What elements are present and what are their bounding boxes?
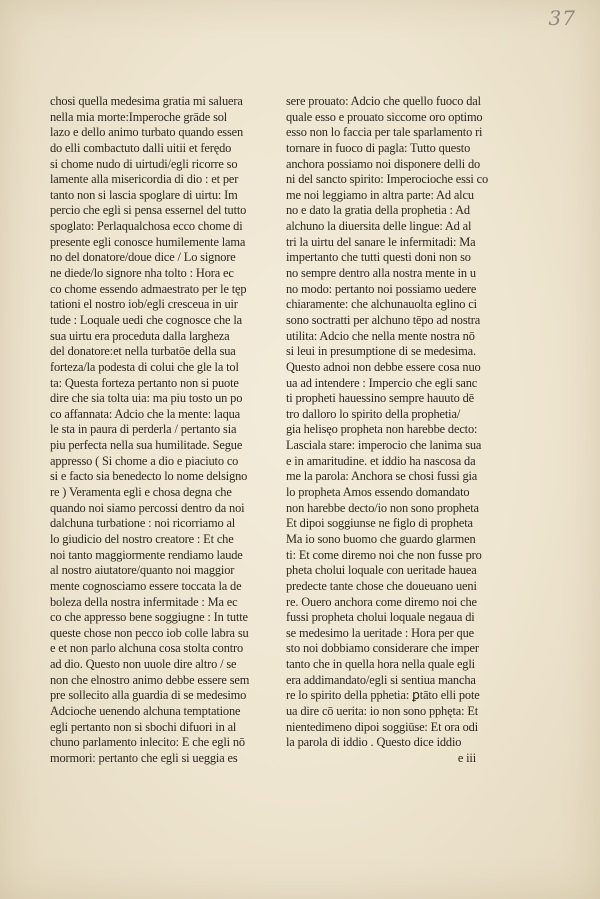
text-line: no modo: pertanto noi possiamo uedere <box>286 281 477 296</box>
text-line: do elli combactuto dalli uitii et ferędo <box>50 140 232 155</box>
text-line: lamente alla misericordia di dio : et per <box>50 172 239 187</box>
text-line: lazo e dello animo turbato quando essen <box>50 125 244 140</box>
text-line: lo propheta Amos essendo domandato <box>286 485 470 500</box>
text-line: del donatore:et nella turbatōe della sua <box>50 344 236 359</box>
right-column <box>286 94 512 767</box>
text-line: e in amaritudine. et iddio ha nascosa da <box>286 453 476 468</box>
text-line: quale esso e prouato siccome oro optimo <box>286 109 483 124</box>
text-line: boleza della nostra infermitade : Ma ec <box>50 594 238 609</box>
text-line: si e facto sia benedecto lo nome delsigno <box>50 469 248 484</box>
text-line: chuno parlamento inlecito: E che egli nō <box>50 735 245 750</box>
text-line: percio che egli si pensa essernel del tutto <box>50 203 247 218</box>
text-line: tri la uirtu del sanare le infermitadi: Ma <box>286 234 476 249</box>
text-line: se medesimo la ueritade : Hora per que <box>286 625 475 640</box>
text-line: sono soctratti per alchuno tēpo ad nostra <box>286 312 481 327</box>
text-line: tationi el nostro iob/egli cresceua in uir <box>50 297 238 312</box>
text-line: no del donatore/doue dice / Lo signore <box>50 250 236 265</box>
text-line: co che appresso bene soggiugne : In tutte <box>50 610 248 625</box>
text-line: mormori: pertanto che egli si ueggia es <box>50 750 238 765</box>
text-line: forteza/la podesta di colui che gle la tol <box>50 359 239 374</box>
text-line: quando noi siamo percossi dentro da noi <box>50 500 245 515</box>
text-line: no sempre dentro alla nostra mente in u <box>286 266 476 281</box>
text-line: sere prouato: Adcio che quello fuoco dal <box>286 94 481 108</box>
text-line: fussi propheta cholui loquale negaua di <box>286 610 475 625</box>
text-line: chosi quella medesima gratia mi saluera <box>50 94 243 108</box>
text-line: Lasciala stare: imperocio che lanima sua <box>286 438 482 453</box>
text-line: sto noi dobbiamo considerare che imper <box>286 641 479 656</box>
text-line: tro dalloro lo spirito della prophetia/ <box>286 406 461 421</box>
text-line: non harebbe decto/io non sono propheta <box>286 500 479 515</box>
text-line: al nostro aiutatore/quanto noi maggior <box>50 563 235 578</box>
text-line: spoglato: Perlaqualchosa ecco chome di <box>50 219 243 234</box>
text-line: ua dire cō uerita: io non sono pphęta: Et <box>286 703 479 718</box>
text-line: appresso ( Si chome a dio e piaciuto co <box>50 453 239 468</box>
signature-mark: e iii <box>457 750 476 765</box>
text-line: la parola di iddio . Questo dice iddio <box>286 735 462 750</box>
text-line: pre sollecito alla guardia di se medesimo <box>50 688 247 703</box>
text-line: presente egli conosce humilemente lama <box>50 234 246 249</box>
text-line: lo giudicio del nostro creatore : Et che <box>50 531 234 546</box>
text-line: Et dipoi soggiunse ne figlo di propheta <box>286 516 473 531</box>
text-line: noi tanto maggiormente rendiamo laude <box>50 547 243 562</box>
text-line: non che elnostro animo debbe essere sem <box>50 672 250 687</box>
text-line: nientedimeno dipoi soggiūse: Et ora odi <box>286 719 479 734</box>
text-line: re lo spirito della pphetia: ꝑtāto elli pote <box>286 688 480 703</box>
text-line: mente cognosciamo essere toccata la de <box>50 578 242 593</box>
text-line: egli pertanto non si sbochi difuori in al <box>50 719 237 734</box>
text-line: me la parola: Anchora se chosi fussi gia <box>286 469 478 484</box>
text-line: ad dio. Questo non uuole dire altro / se <box>50 657 237 672</box>
text-line: piu perfecta nella sua humilitade. Segue <box>50 438 243 453</box>
text-line: dire che sia tolta uia: ma piu tosto un po <box>50 391 243 406</box>
text-line: re. Ouero anchora come diremo noi che <box>286 594 477 609</box>
text-line: pheta cholui loquale con ueritade hauea <box>286 563 477 578</box>
text-line: re ) Veramenta egli e chosa degna che <box>50 485 232 500</box>
text-line: si leui in presumptione di se medesima. <box>286 344 476 359</box>
margin-note: 37 <box>548 6 576 30</box>
text-line: anchora possiamo noi disponere delli do <box>286 156 481 171</box>
text-line: predecte tante chose che doueuano ueni <box>286 578 477 593</box>
text-line: Adcioche uenendo alchuna temptatione <box>50 703 241 718</box>
text-line: Questo adnoi non debbe essere cosa nuo <box>286 359 481 374</box>
text-line: me noi leggiamo in altra parte: Ad alcu <box>286 187 474 202</box>
text-line: tanto non si lascia spoglare di uirtu: Im <box>50 187 238 202</box>
text-line: ua ad intendere : Impercio che egli sanc <box>286 375 478 390</box>
text-line: queste chose non pecco iob colle labra su <box>50 625 249 640</box>
text-line: gia helisęo propheta non harebbe decto: <box>286 422 478 437</box>
text-line: co chome essendo admaestrato per le tęp <box>50 281 247 296</box>
text-line: le sta in paura di perderla / pertanto sia <box>50 422 237 437</box>
text-line: sua uirtu era proceduta dalla largheza <box>50 328 230 343</box>
text-line: dalchuna turbatione : noi ricorriamo al <box>50 516 236 531</box>
text-line: tude : Loquale uedi che cognosce che la <box>50 312 242 327</box>
text-line: ta: Questa forteza pertanto non si puote <box>50 375 239 390</box>
text-line: utilita: Adcio che nella mente nostra nō <box>286 328 475 343</box>
text-line: ne diede/lo signore nha tolto : Hora ec <box>50 266 234 281</box>
text-line: alchuno la diuersita delle lingue: Ad al <box>286 219 472 234</box>
text-line: tornare in fuoco di pagla: Tutto questo <box>286 140 471 155</box>
text-line: esso non lo faccia per tale sparlamento ri <box>286 125 483 140</box>
text-line: ti: Et come diremo noi che non fusse pro <box>286 547 482 562</box>
text-line: era addimandato/egli si sentiua mancha <box>286 672 476 687</box>
text-line: co affannata: Adcio che la mente: laqua <box>50 406 241 421</box>
text-line: nella mia morte:Imperoche grāde sol <box>50 109 228 124</box>
text-line: e et non parlo alchuna cosa stolta contro <box>50 641 244 656</box>
text-line: no e dato la gratia della prophetia : Ad <box>286 203 470 218</box>
text-line: ni del sancto spirito: Imperocioche essi co <box>286 172 489 187</box>
text-line: chiaramente: che alchunauolta eglino ci <box>286 297 477 312</box>
text-line: ti propheti hauessino sempre hauuto dē <box>286 391 475 406</box>
text-line: Ma io sono buomo che guardo glarmen <box>286 531 476 546</box>
text-line: si chome nudo di uirtudi/egli ricorre so <box>50 156 238 171</box>
text-line: tanto che in quella hora nella quale egli <box>286 657 475 672</box>
text-line: impertanto che tutti questi doni non so <box>286 250 471 265</box>
left-column <box>50 94 270 767</box>
